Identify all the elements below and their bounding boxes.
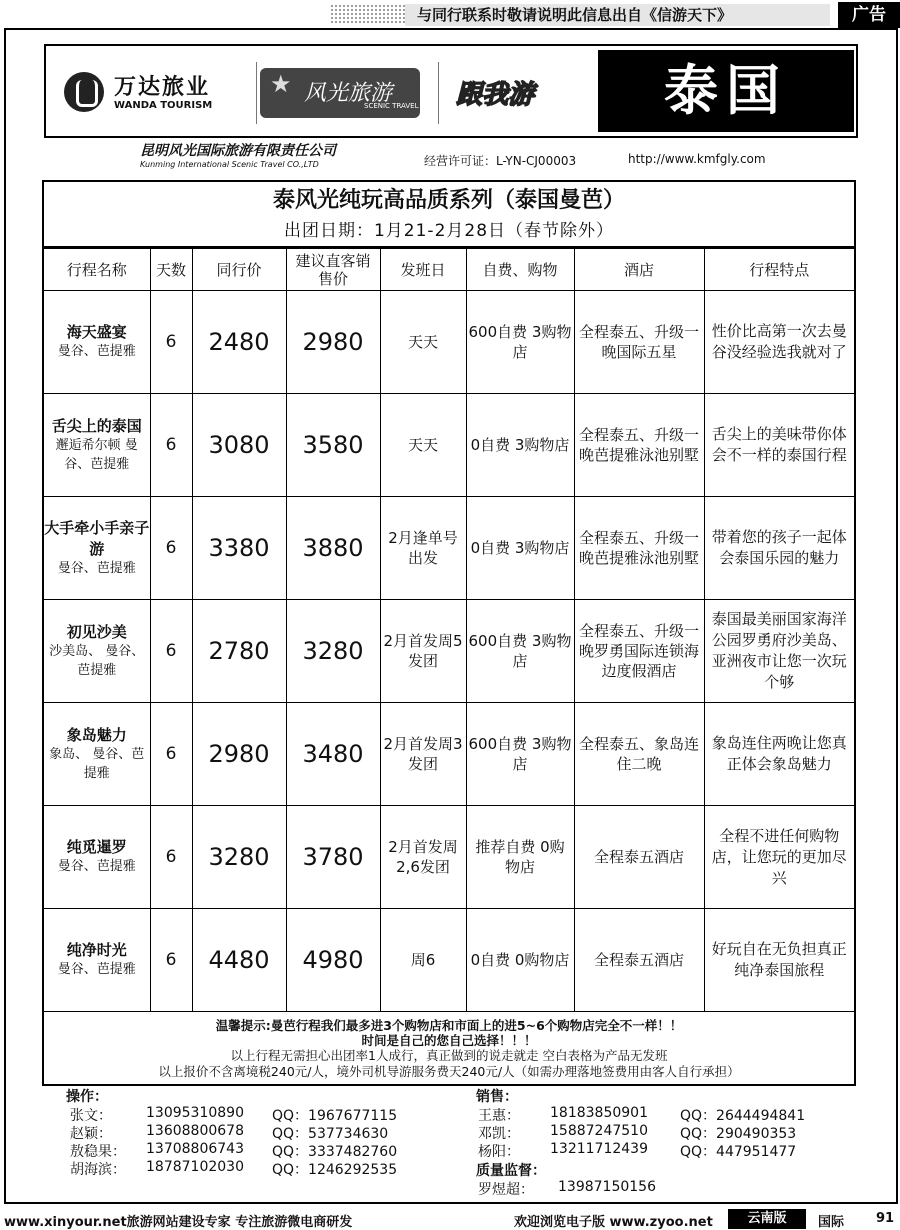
retail-price-cell: 4980	[286, 909, 380, 1012]
company-info	[140, 140, 860, 176]
divider	[256, 62, 257, 124]
section-label: 国际	[818, 1215, 845, 1230]
contact-row	[70, 1141, 470, 1159]
contact-phone[interactable]: 13211712439	[550, 1141, 648, 1157]
feature-cell: 性价比高第一次去曼谷没经验选我就对了	[704, 291, 854, 394]
scenic-logo	[260, 68, 420, 118]
contact-qq: QQ：1967677115	[272, 1108, 398, 1124]
peer-price-cell: 3080	[192, 394, 286, 497]
table-row	[44, 703, 854, 806]
retail-price-cell: 3780	[286, 806, 380, 909]
hotel-cell: 全程泰五、象岛连住二晚	[574, 703, 704, 806]
page-number: 91	[876, 1211, 895, 1226]
feature-cell: 好玩自在无负担真正纯净泰国旅程	[704, 909, 854, 1012]
days-cell: 6	[150, 497, 192, 600]
hotel-cell: 全程泰五、升级一晚芭提雅泳池别墅	[574, 497, 704, 600]
feature-cell: 泰国最美丽国家海洋公园罗勇府沙美岛、亚洲夜市让您一次玩个够	[704, 600, 854, 703]
edition-badge: 云南版	[728, 1209, 806, 1229]
contact-row	[70, 1105, 470, 1123]
route-area: 曼谷、芭提雅	[57, 344, 136, 360]
table-row	[44, 497, 854, 600]
route-name: 海天盛宴	[66, 323, 127, 342]
col-header: 发班日	[380, 249, 466, 291]
extras-cell: 600自费 3购物店	[466, 703, 574, 806]
days-cell: 6	[150, 703, 192, 806]
route-area: 曼谷、芭提雅	[57, 859, 136, 875]
gen-logo: 跟我游	[456, 80, 535, 110]
hotel-cell: 全程泰五、升级一晚芭提雅泳池别墅	[574, 394, 704, 497]
route-area: 曼谷、芭提雅	[57, 560, 136, 576]
departure-cell: 2月首发周2,6发团	[380, 806, 466, 909]
col-header: 同行价	[192, 249, 286, 291]
itinerary-table	[42, 180, 856, 1086]
star-icon: ★	[270, 70, 292, 98]
ops-title: 操作：	[66, 1089, 108, 1105]
divider	[438, 62, 439, 124]
col-header: 建议直客销售价	[286, 249, 380, 291]
peer-price-cell: 3380	[192, 497, 286, 600]
retail-price-cell: 3480	[286, 703, 380, 806]
table-row	[44, 806, 854, 909]
col-header: 酒店	[574, 249, 704, 291]
footer-left-link[interactable]: www.xinyour.net旅游网站建设专家 专注旅游微电商研发	[4, 1215, 353, 1230]
route-name: 纯觅暹罗	[66, 838, 127, 857]
retail-price-cell: 3580	[286, 394, 380, 497]
peer-price-cell: 3280	[192, 806, 286, 909]
feature-cell: 象岛连住两晚让您真正体会象岛魅力	[704, 703, 854, 806]
extras-cell: 600自费 3购物店	[466, 600, 574, 703]
extras-cell: 0自费 3购物店	[466, 394, 574, 497]
contact-row	[70, 1123, 470, 1141]
contact-phone[interactable]: 13708806743	[146, 1141, 244, 1157]
source-notice: 与同行联系时敬请说明此信息出自《信游天下》	[405, 4, 830, 26]
retail-price-cell: 3880	[286, 497, 380, 600]
dot-pattern	[330, 4, 405, 24]
peer-price-cell: 4480	[192, 909, 286, 1012]
route-area: 邂逅希尔顿 曼谷、芭提雅	[55, 438, 138, 472]
days-cell: 6	[150, 600, 192, 703]
tip-line: 时间是自己的您自己选择！！！	[361, 1033, 537, 1048]
days-cell: 6	[150, 291, 192, 394]
contact-row	[70, 1159, 470, 1177]
contact-name: 胡海滨：	[70, 1162, 126, 1178]
route-name: 大手牵小手亲子游	[44, 518, 150, 558]
note-line: 以上报价不含离境税240元/人，境外司机导游服务费天240元/人（如需办理落地签费用由客人自行承担）	[158, 1064, 740, 1079]
route-area: 沙美岛、 曼谷、芭提雅	[49, 644, 145, 678]
table-row	[44, 600, 854, 703]
days-cell: 6	[150, 806, 192, 909]
contact-row	[478, 1105, 866, 1123]
note-line: 以上行程无需担心出团率1人成行，真正做到的说走就走 空白表格为产品无发班	[230, 1048, 668, 1063]
days-cell: 6	[150, 909, 192, 1012]
contact-row	[478, 1179, 866, 1197]
contact-qq: QQ：537734630	[272, 1126, 389, 1142]
route-area: 曼谷、芭提雅	[57, 962, 136, 978]
wanda-logo	[64, 68, 264, 118]
table-row	[44, 291, 854, 394]
contact-name: 赵颖：	[70, 1126, 112, 1142]
extras-cell: 600自费 3购物店	[466, 291, 574, 394]
col-header: 天数	[150, 249, 192, 291]
contact-name: 敖稳果：	[70, 1144, 126, 1160]
page-footer	[0, 1208, 900, 1230]
hotel-cell: 全程泰五酒店	[574, 909, 704, 1012]
route-name: 纯净时光	[66, 941, 127, 960]
scenic-name-en: SCENIC TRAVEL	[364, 102, 419, 110]
table-row	[44, 909, 854, 1012]
contact-name: 张文：	[70, 1108, 112, 1124]
extras-cell: 0自费 3购物店	[466, 497, 574, 600]
tip-line: 温馨提示:曼芭行程我们最多进3个购物店和市面上的进5~6个购物店完全不一样！！	[215, 1018, 683, 1033]
peer-price-cell: 2480	[192, 291, 286, 394]
footer-right-link[interactable]: 欢迎浏览电子版 www.zyoo.net	[514, 1215, 713, 1230]
contact-name: 邓凯：	[478, 1126, 520, 1142]
contact-name: 王惠：	[478, 1108, 520, 1124]
retail-price-cell: 2980	[286, 291, 380, 394]
departure-cell: 天天	[380, 394, 466, 497]
extras-cell: 推荐自费 0购物店	[466, 806, 574, 909]
hotel-cell: 全程泰五酒店	[574, 806, 704, 909]
table-title: 泰风光纯玩高品质系列（泰国曼芭）	[272, 188, 625, 213]
contact-phone[interactable]: 15887247510	[550, 1123, 648, 1139]
contact-row	[478, 1123, 866, 1141]
license-number: 经营许可证：L-YN-CJ00003	[424, 154, 577, 168]
contact-qq: QQ：1246292535	[272, 1162, 398, 1178]
contact-qq: QQ：290490353	[680, 1126, 797, 1142]
extras-cell: 0自费 0购物店	[466, 909, 574, 1012]
route-area: 象岛、 曼谷、芭提雅	[49, 747, 145, 781]
company-name: 昆明风光国际旅游有限责任公司	[140, 143, 336, 159]
contact-name: 罗煜超：	[478, 1182, 534, 1198]
contact-qq: QQ：2644494841	[680, 1108, 806, 1124]
departure-cell: 天天	[380, 291, 466, 394]
top-banner	[0, 0, 900, 28]
route-name: 象岛魅力	[66, 726, 127, 745]
days-cell: 6	[150, 394, 192, 497]
col-header: 自费、购物	[466, 249, 574, 291]
contact-qq: QQ：447951477	[680, 1144, 797, 1160]
qc-title: 质量监督：	[476, 1163, 546, 1179]
ad-tag: 广告	[838, 2, 900, 28]
feature-cell: 带着您的孩子一起体会泰国乐园的魅力	[704, 497, 854, 600]
feature-cell: 舌尖上的美味带你体会不一样的泰国行程	[704, 394, 854, 497]
contact-phone[interactable]: 18183850901	[550, 1105, 648, 1121]
departure-cell: 2月逢单号出发	[380, 497, 466, 600]
peer-price-cell: 2780	[192, 600, 286, 703]
departure-cell: 2月首发周3发团	[380, 703, 466, 806]
table-subtitle: 出团日期：1月21-2月28日（春节除外）	[44, 218, 854, 248]
col-header: 行程特点	[704, 249, 854, 291]
company-name-en: Kunming International Scenic Travel CO.,LTD	[140, 160, 319, 169]
departure-cell: 周6	[380, 909, 466, 1012]
contact-phone[interactable]: 13608800678	[146, 1123, 244, 1139]
retail-price-cell: 3280	[286, 600, 380, 703]
notes-block	[44, 1012, 854, 1084]
contact-phone[interactable]: 13095310890	[146, 1105, 244, 1121]
brand-bar	[44, 44, 858, 138]
table-header-row	[44, 249, 854, 291]
feature-cell: 全程不进任何购物店，让您玩的更加尽兴	[704, 806, 854, 909]
contact-row	[478, 1141, 866, 1159]
company-url[interactable]: http://www.kmfgly.com	[628, 152, 766, 166]
peer-price-cell: 2980	[192, 703, 286, 806]
contact-phone[interactable]: 13987150156	[558, 1179, 656, 1195]
sales-title: 销售：	[476, 1089, 518, 1105]
table-row	[44, 394, 854, 497]
route-name: 舌尖上的泰国	[51, 417, 142, 436]
contact-name: 杨阳：	[478, 1144, 520, 1160]
route-name: 初见沙美	[66, 623, 127, 642]
destination-title: 泰国	[598, 50, 854, 132]
scenic-name: 风光旅游	[304, 81, 393, 106]
wanda-emblem-icon	[64, 72, 104, 112]
contacts-section	[66, 1086, 866, 1198]
wanda-name-en: WANDA TOURISM	[114, 100, 213, 111]
contact-phone[interactable]: 18787102030	[146, 1159, 244, 1175]
col-header: 行程名称	[44, 249, 150, 291]
hotel-cell: 全程泰五、升级一晚罗勇国际连锁海边度假酒店	[574, 600, 704, 703]
hotel-cell: 全程泰五、升级一晚国际五星	[574, 291, 704, 394]
departure-cell: 2月首发周5发团	[380, 600, 466, 703]
contact-qq: QQ：3337482760	[272, 1144, 398, 1160]
wanda-name: 万达旅业	[114, 75, 211, 100]
